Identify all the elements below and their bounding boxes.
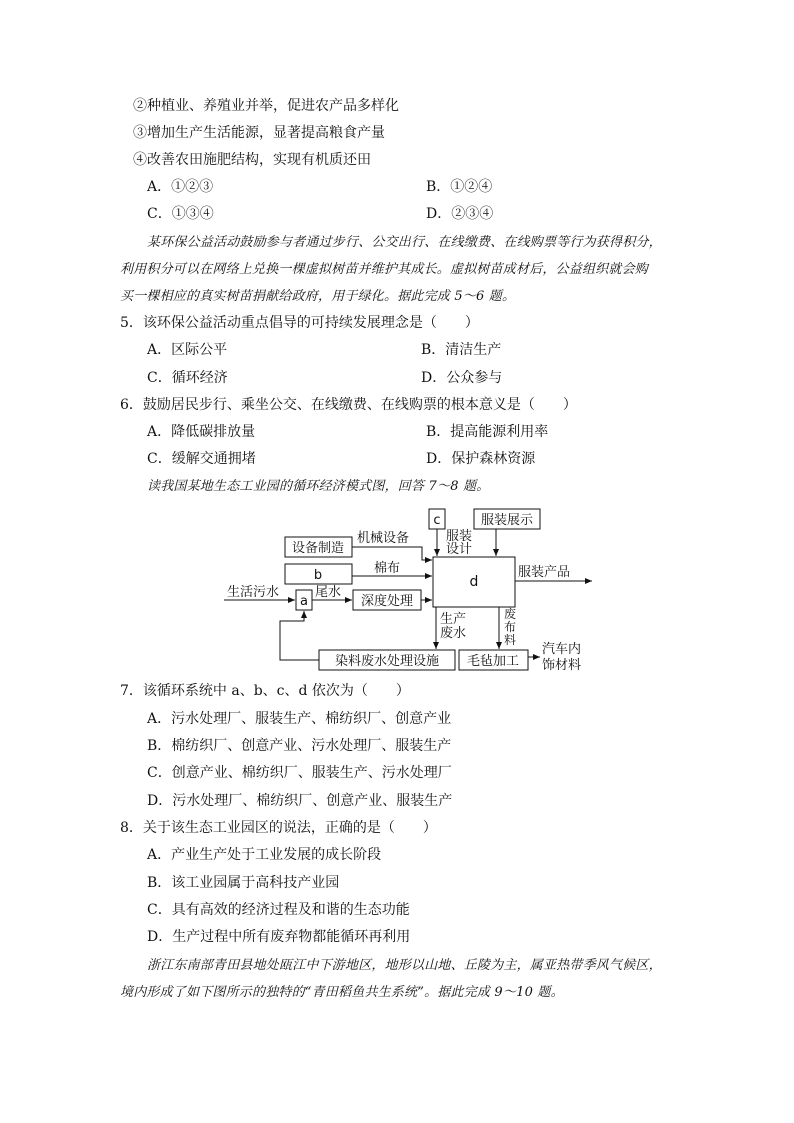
q6-option-d: D．保护森林资源 bbox=[426, 451, 536, 467]
q5-option-c: C．循环经济 bbox=[147, 370, 228, 386]
intro-5-6-line-3: 买一棵相应的真实树苗捐献给政府，用于绿化。据此完成 5～6 题。 bbox=[120, 289, 516, 304]
label-fashion-show: 服装展示 bbox=[480, 513, 534, 528]
label-car-interior-2: 饰材料 bbox=[542, 658, 582, 673]
statement-3: ③增加生产生活能源，显著提高粮食产量 bbox=[133, 125, 385, 141]
label-car-interior-1: 汽车内 bbox=[542, 642, 582, 657]
label-waste-material-1: 废 bbox=[504, 607, 517, 621]
q8-option-d: D．生产过程中所有废弃物都能循环再利用 bbox=[147, 929, 411, 945]
label-deep-treatment: 深度处理 bbox=[360, 594, 414, 609]
q7-stem: 7．该循环系统中 a、b、c、d 依次为（ ） bbox=[120, 683, 410, 699]
label-production-wastewater-1: 生产 bbox=[440, 612, 467, 627]
intro-5-6-line-1: 某环保公益活动鼓励参与者通过步行、公交出行、在线缴费、在线购票等行为获得积分， bbox=[147, 235, 662, 250]
label-d: d bbox=[469, 574, 479, 590]
label-equipment-mfg: 设备制造 bbox=[291, 541, 345, 556]
q4-option-b: B．①②④ bbox=[426, 179, 493, 195]
label-dye-facility: 染料废水处理设施 bbox=[334, 654, 440, 669]
q6-option-c: C．缓解交通拥堵 bbox=[147, 451, 256, 467]
intro-9-10-line-1: 浙江东南部青田县地处瓯江中下游地区，地形以山地、丘陵为主，属亚热带季风气候区， bbox=[147, 958, 662, 973]
q8-option-c: C．具有高效的经济过程及和谐的生态功能 bbox=[147, 902, 410, 918]
intro-7-8: 读我国某地生态工业园的循环经济模式图，回答 7～8 题。 bbox=[147, 479, 490, 494]
intro-9-10-line-2: 境内形成了如下图所示的独特的“青田稻鱼共生系统”。据此完成 9～10 题。 bbox=[120, 985, 564, 1000]
q4-option-c: C．①③④ bbox=[147, 206, 214, 222]
q5-option-d: D．公众参与 bbox=[421, 370, 503, 386]
q8-stem: 8．关于该生态工业园区的说法，正确的是（ ） bbox=[120, 820, 437, 836]
label-waste-material-2: 布 bbox=[504, 620, 517, 634]
q5-option-b: B．清洁生产 bbox=[421, 342, 502, 358]
label-b: b bbox=[313, 568, 323, 583]
intro-5-6-line-2: 利用积分可以在网络上兑换一棵虚拟树苗并维护其成长。虚拟树苗成材后，公益组织就会购 bbox=[120, 262, 649, 277]
q7-option-b: B．棉纺织厂、创意产业、污水处理厂、服装生产 bbox=[147, 738, 452, 754]
q7-option-d: D．污水处理厂、棉纺织厂、创意产业、服装生产 bbox=[147, 793, 453, 809]
label-clothing-design-2: 设计 bbox=[446, 542, 473, 557]
label-c: c bbox=[433, 513, 441, 528]
q5-option-a: A．区际公平 bbox=[147, 342, 228, 358]
q5-stem: 5．该环保公益活动重点倡导的可持续发展理念是（ ） bbox=[120, 315, 479, 331]
q4-option-a: A．①②③ bbox=[147, 179, 214, 195]
label-tail-water: 尾水 bbox=[315, 585, 342, 600]
circular-economy-diagram bbox=[222, 505, 594, 677]
q6-option-b: B．提高能源利用率 bbox=[426, 424, 549, 440]
label-waste-material-3: 料 bbox=[504, 633, 517, 647]
label-felt-processing: 毛毡加工 bbox=[466, 654, 520, 669]
label-cotton: 棉布 bbox=[374, 561, 401, 576]
q8-option-a: A．产业生产处于工业发展的成长阶段 bbox=[147, 847, 382, 863]
q7-option-a: A．污水处理厂、服装生产、棉纺织厂、创意产业 bbox=[147, 711, 452, 727]
q8-option-b: B．该工业园属于高科技产业园 bbox=[147, 875, 340, 891]
label-a: a bbox=[300, 594, 308, 609]
label-clothing-design-1: 服装 bbox=[446, 529, 473, 544]
q4-option-d: D．②③④ bbox=[426, 206, 494, 222]
label-machinery: 机械设备 bbox=[357, 531, 410, 546]
label-clothing-products: 服装产品 bbox=[518, 565, 571, 580]
statement-2: ②种植业、养殖业并举，促进农产品多样化 bbox=[133, 98, 399, 114]
label-production-wastewater-2: 废水 bbox=[440, 626, 467, 641]
q7-option-c: C．创意产业、棉纺织厂、服装生产、污水处理厂 bbox=[147, 765, 452, 781]
q6-stem: 6．鼓励居民步行、乘坐公交、在线缴费、在线购票的根本意义是（ ） bbox=[120, 397, 577, 413]
statement-4: ④改善农田施肥结构，实现有机质还田 bbox=[133, 152, 371, 168]
label-domestic-sewage: 生活污水 bbox=[227, 585, 280, 600]
q6-option-a: A．降低碳排放量 bbox=[147, 424, 256, 440]
